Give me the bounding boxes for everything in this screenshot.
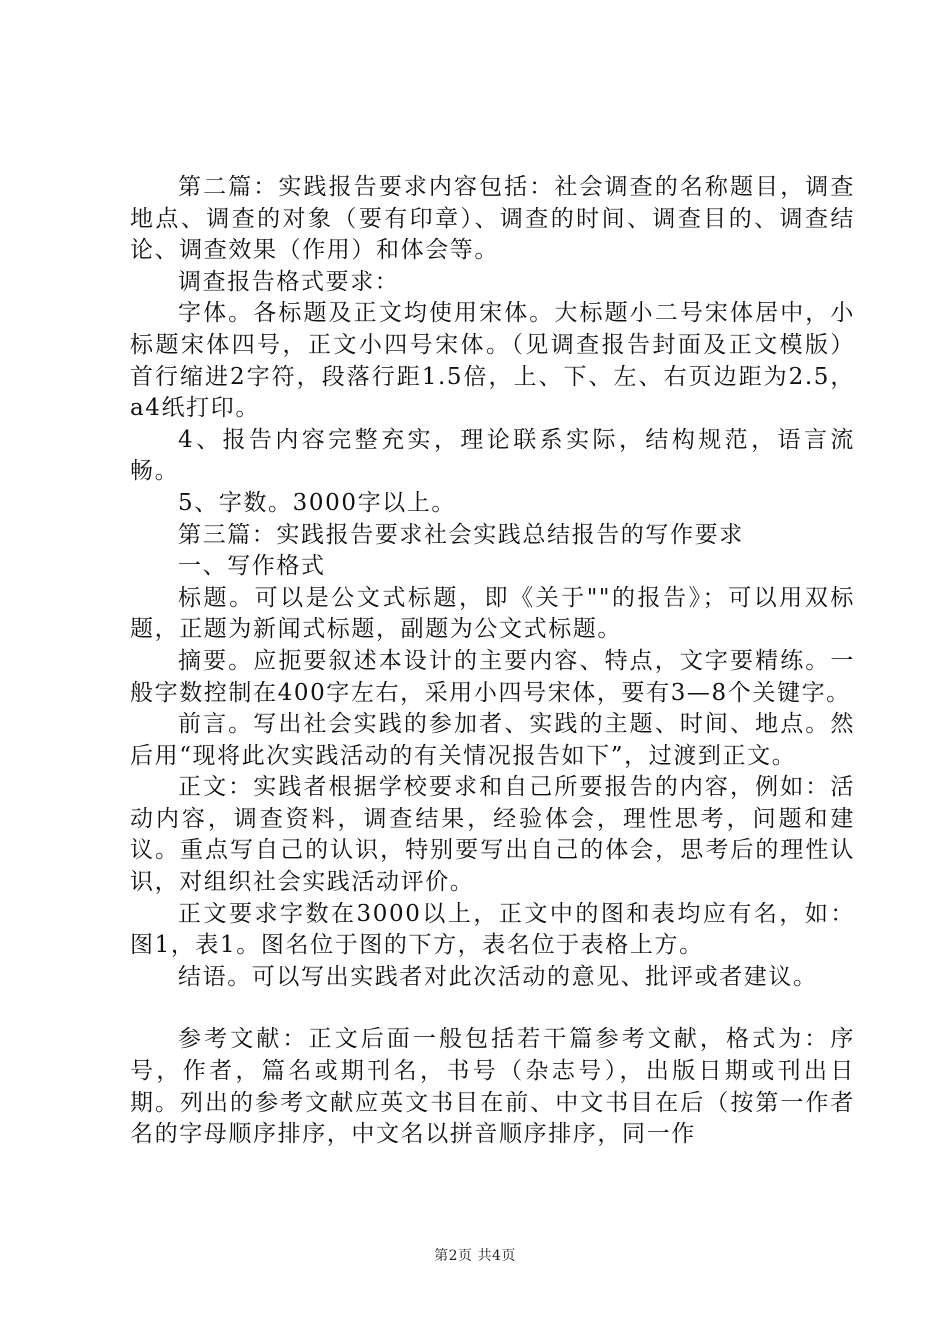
paragraph-gap: [130, 993, 855, 1024]
paragraph-13: 结语。可以写出实践者对此次活动的意见、批评或者建议。: [178, 963, 818, 990]
paragraph-references: 参考文献：正文后面一般包括若干篇参考文献，格式为：序号，作者，篇名或期刊名，书号（杂志号），出版日期或刊出日期。列出的参考文献应英文书目在前、中文书目在后（按第一作者名的字母顺序排序，中文名以拼音顺序排序，同一作: [130, 1026, 855, 1148]
paragraph-2: 调查报告格式要求：: [178, 268, 400, 295]
paragraph-4: 4、报告内容完整充实，理论联系实际，结构规范，语言流畅。: [130, 426, 855, 485]
document-body: [130, 172, 855, 1151]
page-footer: 第2页 共4页: [434, 1248, 516, 1264]
paragraph-10: 前言。写出社会实践的参加者、实践的主题、时间、地点。然后用“现将此次实践活动的有关情况报告如下”，过渡到正文。: [130, 711, 855, 769]
paragraph-8: 标题。可以是公文式标题，即《关于""的报告》；可以用双标题，正题为新闻式标题，副题为公文式标题。: [130, 584, 855, 643]
paragraph-11: 正文：实践者根据学校要求和自己所要报告的内容，例如：活动内容，调查资料，调查结果，经验体会，理性思考，问题和建议。重点写自己的认识，特别要写出自己的体会，思考后的理性认识，对组织社会实践活动评价。: [130, 774, 855, 896]
paragraph-12: 正文要求字数在3000以上，正文中的图和表均应有名，如：图1，表1。图名位于图的下方，表名位于表格上方。: [130, 900, 855, 959]
paragraph-5: 5、字数。3000字以上。: [178, 489, 456, 516]
paragraph-9: 摘要。应扼要叙述本设计的主要内容、特点，文字要精练。一般字数控制在400字左右，采用小四号宋体，要有3—8个关键字。: [130, 647, 855, 706]
paragraph-3: 字体。各标题及正文均使用宋体。大标题小二号宋体居中，小标题宋体四号，正文小四号宋体。（见调查报告封面及正文模版）首行缩进2字符，段落行距1.5倍，上、下、左、右页边距为2.5，a4纸打印。: [130, 300, 855, 422]
paragraph-7: 一、写作格式: [178, 553, 326, 580]
paragraph-6: 第三篇：实践报告要求社会实践总结报告的写作要求: [178, 521, 744, 548]
paragraph-1: 第二篇：实践报告要求内容包括：社会调查的名称题目，调查地点、调查的对象（要有印章）、调查的时间、调查目的、调查结论、调查效果（作用）和体会等。: [130, 174, 855, 264]
